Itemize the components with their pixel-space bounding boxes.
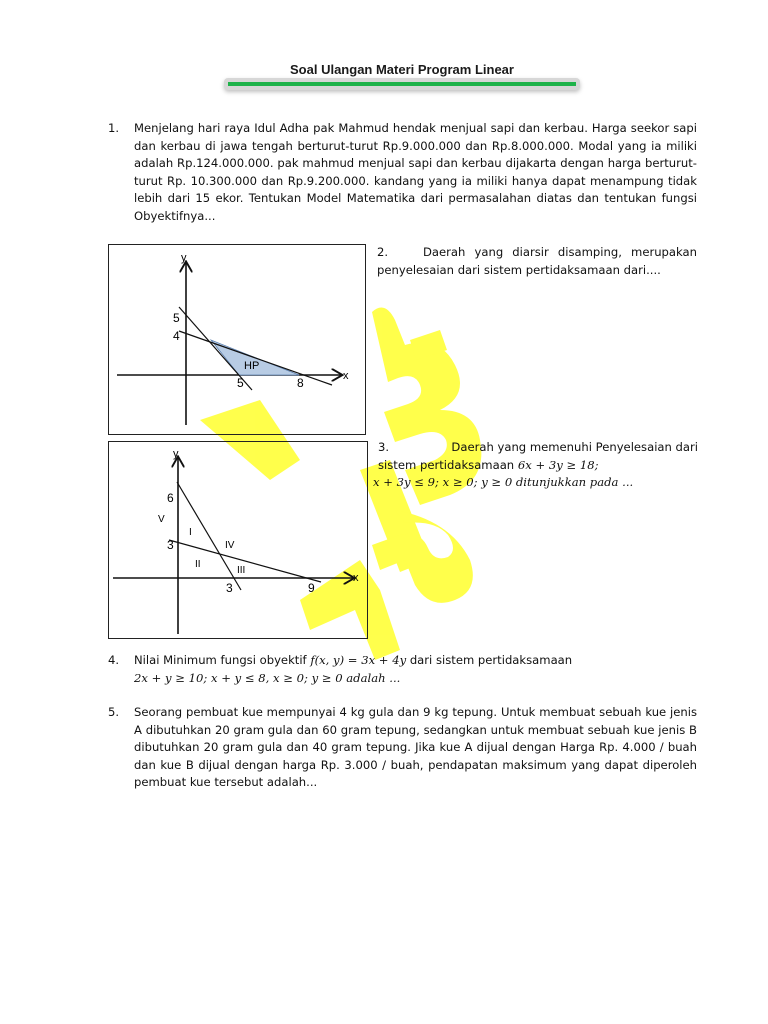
question-5-number: 5. [108,705,120,719]
y-tick-5: 5 [173,311,180,325]
region-label-iv: IV [225,540,235,551]
y-axis-label: y [173,448,179,460]
question-2-number: 2. [377,245,389,259]
question-1-number: 1. [108,121,120,135]
question-3-number: 3. [378,440,390,454]
question-5-text: Seorang pembuat kue mempunyai 4 kg gula dan 9 kg tepung. Untuk membuat sebuah kue jenis A dibutuhkan 20 gram gula dan 60 gram tepung, sedangkan untuk membuat sebuah kue jenis B dibutuhkan 20 gram gula dan 40 gram tepung. Jika kue A dijual dengan Harga Rp. 4.000 / buah dan kue B dijual dengan harga Rp. 3.000 / buah, pendapatan maksimum yang dapat diperoleh pembuat kue tersebut adalah... [134,705,697,789]
question-4-constraints: 2x + y ≥ 10; x + y ≤ 8, x ≥ 0; y ≥ 0 adalah ... [134,671,401,685]
region-label-ii: II [195,559,201,570]
graph-question-2 [108,244,366,435]
question-2-text: Daerah yang diarsir disamping, merupakan penyelesaian dari sistem pertidaksamaan dari.... [377,245,697,277]
graph-3-svg [109,442,367,638]
question-3-line-1: Daerah yang memenuhi Penyelesaian dari [451,440,698,454]
y-tick-6: 6 [167,491,174,505]
title-underline [224,78,580,90]
document-title: Soal Ulangan Materi Program Linear [290,62,514,77]
x-tick-3: 3 [226,581,233,595]
question-1-text: Menjelang hari raya Idul Adha pak Mahmud hendak menjual sapi dan kerbau. Harga seekor sapi dan kerbau di jawa tengah berturut-turut Rp.9.000.000 dan Rp.8.000.000. Modal yang ia miliki adalah Rp.124.000.000. pak mahmud menjual sapi dan kerbau dijakarta dengan harga berturut-turut Rp. 10.300.000 dan Rp.9.200.000. kandang yang ia miliki hanya dapat menampung tidak lebih dari 15 ekor. Tentukan Model Matematika dari permasalahan diatas dan tentukan fungsi Obyektifnya... [134,121,697,223]
question-4-line-1 [134,652,697,670]
boundary-line-2 [179,331,332,385]
question-3-inequality-1: 6x + 3y ≥ 18; [517,458,599,472]
x-tick-9: 9 [308,581,315,595]
graph-question-3 [108,441,368,639]
question-4-number: 4. [108,653,120,667]
region-label-i: I [189,527,192,538]
question-4-objective-function: f(x, y) = 3x + 4y [310,653,407,667]
graph-2-svg [109,245,365,434]
region-label-v: V [158,514,165,525]
question-4-text-b: dari sistem pertidaksamaan [409,653,573,667]
region-label-iii: III [237,565,246,576]
question-3-line-2 [378,457,698,475]
region-label-hp: HP [244,360,260,372]
question-4-text-a: Nilai Minimum fungsi obyektif [134,653,307,667]
question-3-inequality-2: x + 3y ≤ 9; x ≥ 0; y ≥ 0 ditunjukkan pada ... [373,475,634,489]
x-tick-8: 8 [297,376,304,390]
y-tick-4: 4 [173,329,180,343]
y-axis-label: y [181,252,187,264]
x-tick-5: 5 [237,376,244,390]
x-axis-label: x [353,572,359,584]
y-tick-3: 3 [167,538,174,552]
x-axis-label: x [343,370,349,382]
boundary-line-6x3y [177,482,241,590]
question-3-line-2-text: sistem pertidaksamaan [378,458,515,472]
